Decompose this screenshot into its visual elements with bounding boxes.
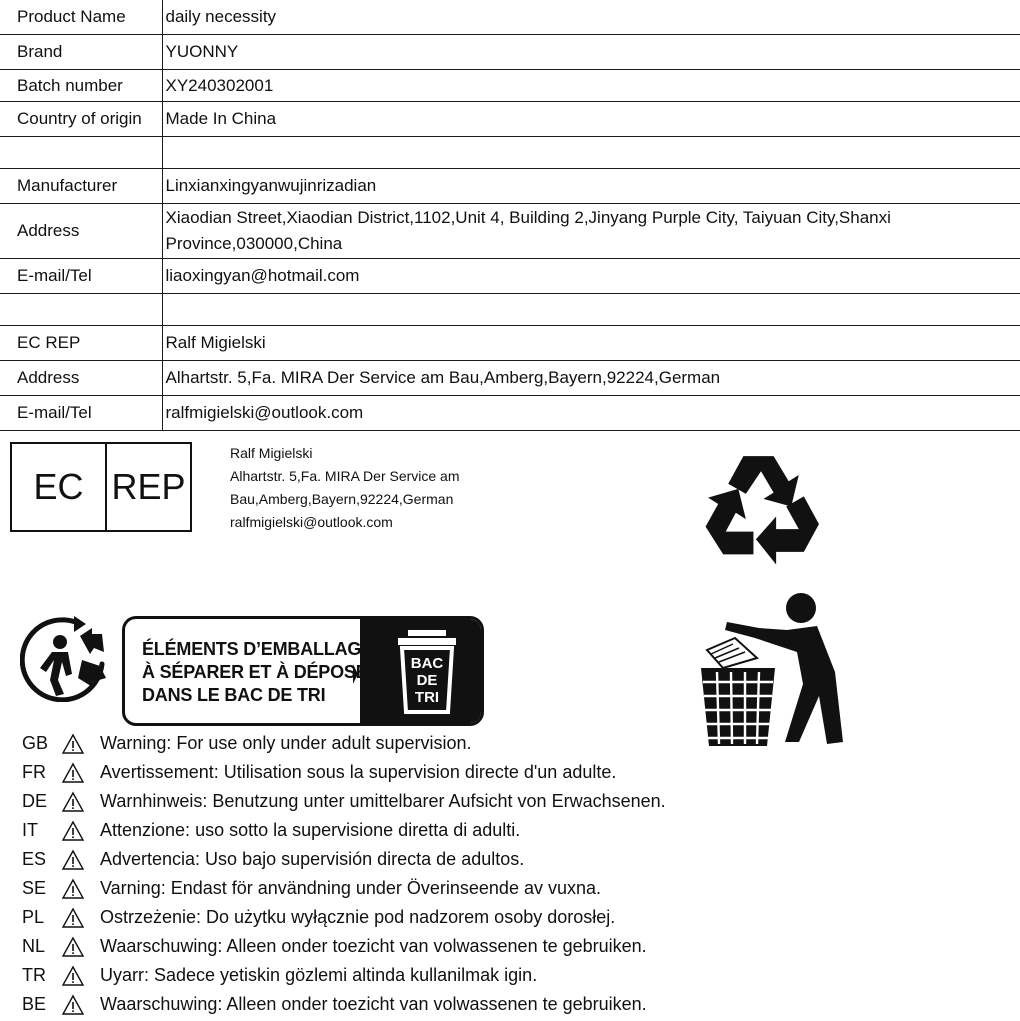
warning-triangle-icon: [62, 733, 100, 755]
warning-country-code: PL: [22, 907, 45, 927]
warning-triangle-icon: [62, 878, 100, 900]
warning-row: [22, 729, 1012, 758]
row-label: Country of origin: [0, 102, 162, 137]
sorting-banner: [122, 616, 484, 726]
warning-text: Attenzione: uso sotto la supervisione diretta di adulti.: [100, 820, 521, 840]
row-value: YUONNY: [162, 35, 1020, 70]
warning-row: [22, 990, 1012, 1019]
warning-text: Uyarr: Sadece yetiskin gözlemi altinda kullanilmak igin.: [100, 965, 538, 985]
row-label: Address: [0, 361, 162, 396]
warning-row: [22, 874, 1012, 903]
table-row: [0, 70, 1020, 102]
warning-triangle-icon: [62, 762, 100, 784]
row-label: [0, 137, 162, 169]
warning-country-code: ES: [22, 849, 47, 869]
row-value: liaoxingyan@hotmail.com: [162, 259, 1020, 294]
table-row-empty: [0, 137, 1020, 169]
table-row: [0, 259, 1020, 294]
warning-triangle-icon: [62, 936, 100, 958]
warning-row: [22, 845, 1012, 874]
warning-triangle-icon: [62, 907, 100, 929]
ec-rep-right: REP: [111, 466, 186, 507]
row-label: E-mail/Tel: [0, 396, 162, 431]
row-value: daily necessity: [162, 0, 1020, 35]
table-row: [0, 361, 1020, 396]
banner-line1: ÉLÉMENTS D’EMBALLAGE: [142, 639, 374, 659]
warning-country-code: DE: [22, 791, 48, 811]
row-label: E-mail/Tel: [0, 259, 162, 294]
table-row-empty: [0, 294, 1020, 326]
banner-line3: DANS LE BAC DE TRI: [142, 685, 326, 705]
warning-triangle-icon: [62, 849, 100, 871]
warning-row: [22, 758, 1012, 787]
row-value: ralfmigielski@outlook.com: [162, 396, 1020, 431]
warning-country-code: NL: [22, 936, 46, 956]
warning-country-code: FR: [22, 762, 46, 782]
row-value: [162, 294, 1020, 326]
tidyman-icon: [695, 592, 845, 750]
ec-rep-left: EC: [12, 444, 107, 530]
table-row: [0, 396, 1020, 431]
ec-rep-email: ralfmigielski@outlook.com: [230, 514, 393, 530]
row-label: EC REP: [0, 326, 162, 361]
row-value: XY240302001: [162, 70, 1020, 102]
warning-country-code: IT: [22, 820, 38, 840]
warning-text: Advertencia: Uso bajo supervisión directa de adultos.: [100, 849, 525, 869]
bin-label-3: TRI: [414, 689, 440, 706]
banner-text: [142, 638, 380, 707]
row-label: Address: [0, 204, 162, 259]
ec-rep-address-line2: Bau,Amberg,Bayern,92224,German: [230, 491, 454, 507]
table-row: [0, 35, 1020, 70]
row-value: Linxianxingyanwujinrizadian: [162, 169, 1020, 204]
recycle-icon: [698, 446, 824, 572]
warning-triangle-icon: [62, 820, 100, 842]
warning-list: [22, 729, 1012, 1019]
row-value: Ralf Migielski: [162, 326, 1020, 361]
warning-triangle-icon: [62, 965, 100, 987]
warning-country-code: SE: [22, 878, 47, 898]
warning-text: Ostrzeżenie: Do użytku wyłącznie pod nadzorem osoby dorosłej.: [100, 907, 616, 927]
warning-country-code: GB: [22, 733, 49, 753]
row-label: [0, 294, 162, 326]
warning-text: Waarschuwing: Alleen onder toezicht van volwassenen te gebruiken.: [100, 994, 647, 1014]
sorting-bin-icon: [394, 628, 460, 716]
warning-triangle-icon: [62, 994, 100, 1016]
row-label: Brand: [0, 35, 162, 70]
warning-country-code: BE: [22, 994, 47, 1014]
warning-row: [22, 816, 1012, 845]
table-row: [0, 204, 1020, 259]
bin-label-2: DE: [416, 672, 438, 689]
row-label: Product Name: [0, 0, 162, 35]
table-row: [0, 169, 1020, 204]
row-value: Xiaodian Street,Xiaodian District,1102,Unit 4, Building 2,Jinyang Purple City, Taiyuan City,Shanxi Province,030000,China: [162, 204, 1020, 259]
ec-rep-symbol: [10, 442, 192, 532]
triman-icon: [20, 614, 112, 702]
row-label: Batch number: [0, 70, 162, 102]
bin-label-1: BAC: [410, 655, 444, 672]
row-value: Alhartstr. 5,Fa. MIRA Der Service am Bau,Amberg,Bayern,92224,German: [162, 361, 1020, 396]
warning-text: Warnhinweis: Benutzung unter umittelbarer Aufsicht von Erwachsenen.: [100, 791, 666, 811]
ec-rep-name: Ralf Migielski: [230, 445, 313, 461]
row-label: Manufacturer: [0, 169, 162, 204]
warning-country-code: TR: [22, 965, 46, 985]
warning-text: Avertissement: Utilisation sous la supervision directe d'un adulte.: [100, 762, 617, 782]
warning-row: [22, 961, 1012, 990]
ec-rep-address-line1: Alhartstr. 5,Fa. MIRA Der Service am: [230, 468, 460, 484]
warning-text: Waarschuwing: Alleen onder toezicht van volwassenen te gebruiken.: [100, 936, 647, 956]
warning-triangle-icon: [62, 791, 100, 813]
product-info-table: [0, 0, 1020, 431]
warning-row: [22, 787, 1012, 816]
warning-row: [22, 932, 1012, 961]
ec-rep-details: [230, 442, 490, 534]
table-row: [0, 102, 1020, 137]
table-row: [0, 0, 1020, 35]
row-value: Made In China: [162, 102, 1020, 137]
warning-text: Varning: Endast för användning under Överinseende av vuxna.: [100, 878, 601, 898]
table-row: [0, 326, 1020, 361]
warning-text: Warning: For use only under adult supervision.: [100, 733, 472, 753]
banner-line2: À SÉPARER ET À DÉPOSER: [142, 662, 381, 682]
row-value: [162, 137, 1020, 169]
warning-row: [22, 903, 1012, 932]
